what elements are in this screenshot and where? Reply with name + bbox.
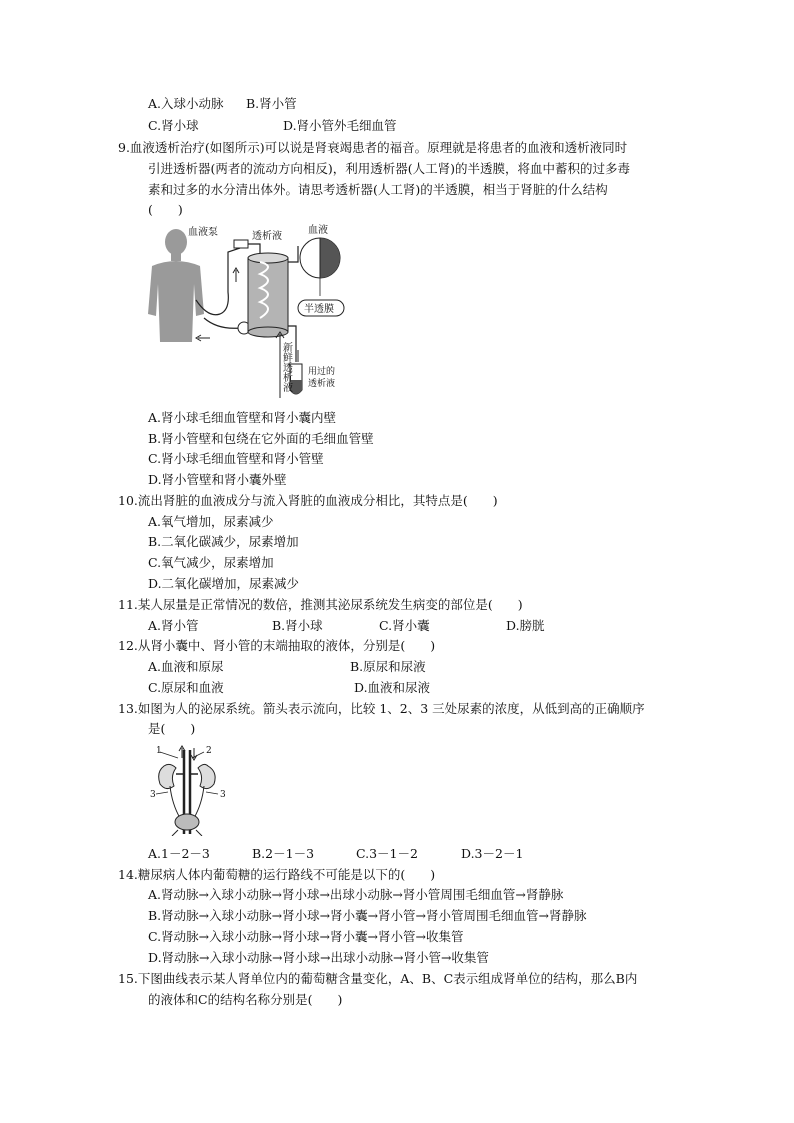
label-used-2: 透析液 bbox=[308, 379, 336, 389]
q10-stem: 10.流出肾脏的血液成分与流入肾脏的血液成分相比，其特点是( ) bbox=[118, 493, 498, 508]
label-blood-pump: 血液泵 bbox=[188, 227, 218, 238]
q8-option-b: B.肾小管 bbox=[246, 96, 297, 111]
q13-option-a: A.1－2－3 bbox=[148, 846, 210, 861]
q11-option-d: D.膀胱 bbox=[506, 618, 545, 633]
label-1: 1 bbox=[156, 746, 162, 756]
q12-option-d: D.血液和尿液 bbox=[354, 680, 431, 695]
q10-option-d: D.二氧化碳增加，尿素减少 bbox=[148, 576, 300, 591]
q10-option-b: B.二氧化碳减少，尿素增加 bbox=[148, 534, 299, 549]
q10-option-a: A.氧气增加，尿素减少 bbox=[148, 514, 274, 529]
q9-stem-line3: 素和过多的水分清出体外。请思考透析器(人工肾)的半透膜，相当于肾脏的什么结构 bbox=[148, 182, 608, 197]
q10-option-c: C.氧气减少，尿素增加 bbox=[148, 555, 274, 570]
q12-option-b: B.原尿和尿液 bbox=[350, 659, 426, 674]
q12-option-a: A.血液和原尿 bbox=[148, 659, 224, 674]
q11-option-a: A.肾小管 bbox=[148, 618, 199, 633]
q8-option-a: A.入球小动脉 bbox=[148, 96, 224, 111]
q14-stem: 14.糖尿病人体内葡萄糖的运行路线不可能是以下的( ) bbox=[118, 867, 436, 882]
label-used-1: 用过的 bbox=[308, 367, 336, 377]
q14-option-b: B.肾动脉→入球小动脉→肾小球→肾小囊→肾小管→肾小管周围毛细血管→肾静脉 bbox=[148, 908, 587, 923]
q13-option-c: C.3－1－2 bbox=[356, 846, 418, 861]
q11-option-b: B.肾小球 bbox=[272, 618, 323, 633]
q15-stem-line2: 的液体和C的结构名称分别是( ) bbox=[148, 992, 343, 1007]
used-dialysate-tube bbox=[290, 364, 302, 394]
dialysis-figure bbox=[148, 222, 368, 400]
q11-option-c: C.肾小囊 bbox=[379, 618, 430, 633]
q13-stem-line2: 是( ) bbox=[148, 721, 196, 736]
q8-option-d: D.肾小管外毛细血管 bbox=[283, 118, 397, 133]
q14-option-a: A.肾动脉→入球小动脉→肾小球→出球小动脉→肾小管周围毛细血管→肾静脉 bbox=[148, 887, 564, 902]
q9-option-a: A.肾小球毛细血管壁和肾小囊内壁 bbox=[148, 410, 337, 425]
q13-option-b: B.2－1－3 bbox=[252, 846, 315, 861]
label-fresh-dialysate: 新鲜透析液 bbox=[280, 342, 292, 392]
human-silhouette bbox=[148, 229, 204, 342]
q9-answer-blank: ( ) bbox=[148, 202, 183, 217]
q13-stem-line1: 13.如图为人的泌尿系统。箭头表示流向，比较 1、2、3 三处尿素的浓度，从低到高的正确顺序 bbox=[118, 701, 645, 716]
label-blood: 血液 bbox=[308, 225, 328, 236]
q11-stem: 11.某人尿量是正常情况的数倍，推测其泌尿系统发生病变的部位是( ) bbox=[118, 597, 523, 612]
label-3-left: 3 bbox=[150, 790, 156, 800]
q13-option-d: D.3－2－1 bbox=[461, 846, 524, 861]
label-3-right: 3 bbox=[220, 790, 226, 800]
q9-option-c: C.肾小球毛细血管壁和肾小管壁 bbox=[148, 451, 324, 466]
label-membrane: 半透膜 bbox=[304, 304, 334, 315]
dialysis-diagram bbox=[148, 222, 368, 400]
label-dialysate: 透析液 bbox=[252, 231, 282, 242]
q9-option-b: B.肾小管壁和包绕在它外面的毛细血管壁 bbox=[148, 431, 374, 446]
q9-option-d: D.肾小管壁和肾小囊外壁 bbox=[148, 472, 287, 487]
q9-stem-line1: 9.血液透析治疗(如图所示)可以说是肾衰竭患者的福音。原理就是将患者的血液和透析液同时 bbox=[118, 140, 628, 155]
urinary-diagram bbox=[148, 744, 228, 836]
label-2: 2 bbox=[206, 746, 212, 756]
urinary-system-figure bbox=[148, 744, 228, 836]
q15-stem-line1: 15.下图曲线表示某人肾单位内的葡萄糖含量变化，A、B、C表示组成肾单位的结构，那么B内 bbox=[118, 971, 638, 986]
q12-stem: 12.从肾小囊中、肾小管的末端抽取的液体，分别是( ) bbox=[118, 638, 436, 653]
q14-option-d: D.肾动脉→入球小动脉→肾小球→出球小动脉→肾小管→收集管 bbox=[148, 950, 489, 965]
q14-option-c: C.肾动脉→入球小动脉→肾小球→肾小囊→肾小管→收集管 bbox=[148, 929, 464, 944]
q9-stem-line2: 引进透析器(两者的流动方向相反)，利用透析器(人工肾)的半透膜，将血中蓄积的过多毒 bbox=[148, 161, 631, 176]
q8-option-c: C.肾小球 bbox=[148, 118, 199, 133]
q12-option-c: C.原尿和血液 bbox=[148, 680, 224, 695]
dialyzer bbox=[248, 253, 288, 337]
